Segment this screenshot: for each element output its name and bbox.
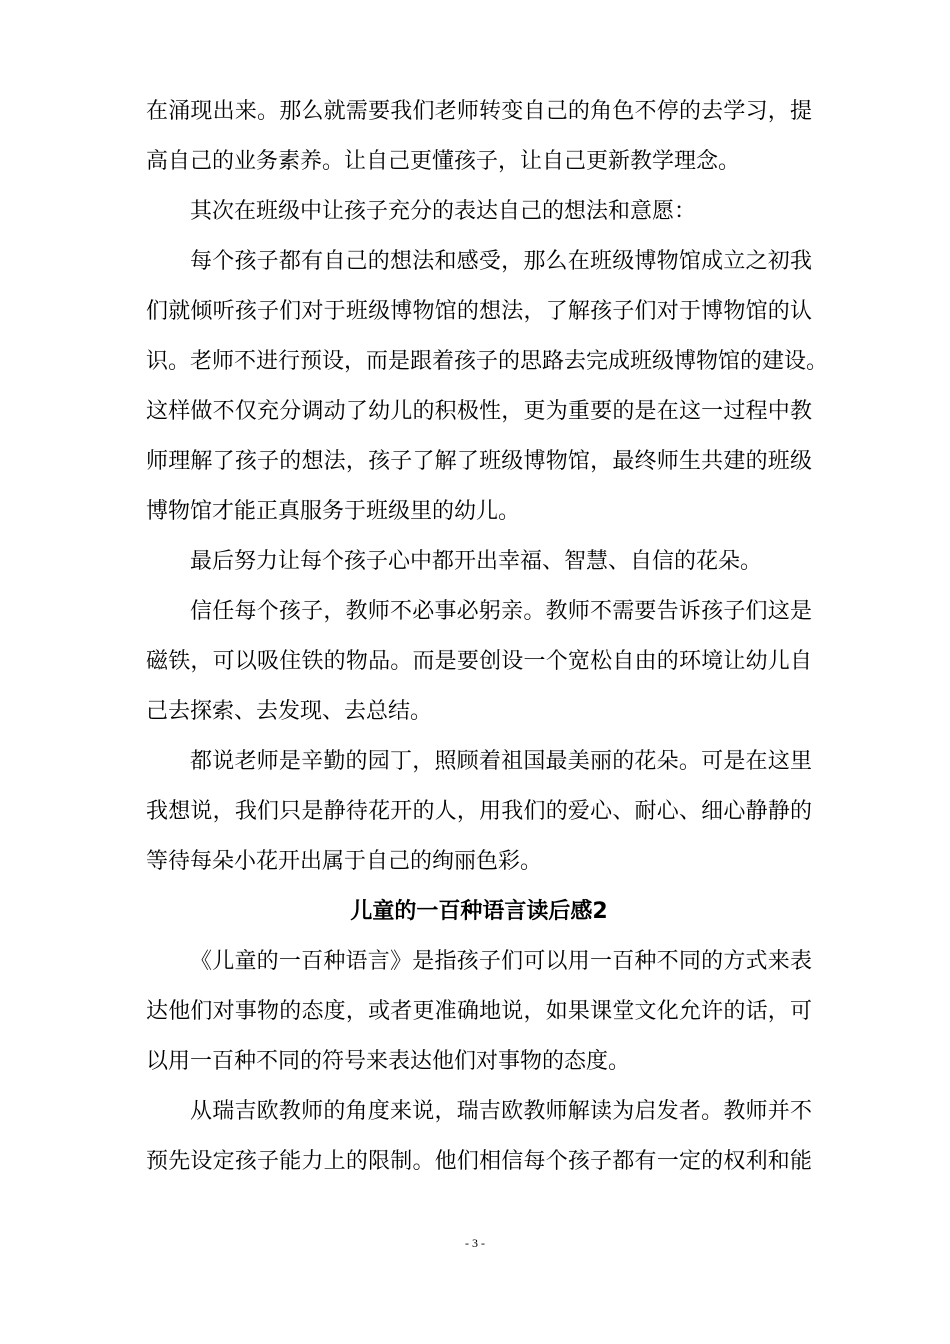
paragraph: [146, 546, 812, 596]
text-line: 这样做不仅充分调动了幼儿的积极性，更为重要的是在这一过程中教: [146, 399, 812, 424]
text-line: 都说老师是辛勤的园丁，照顾着祖国最美丽的花朵。可是在这里: [190, 749, 812, 774]
text-line: 在涌现出来。那么就需要我们老师转变自己的角色不停的去学习，提: [146, 99, 812, 124]
text-line: 每个孩子都有自己的想法和感受，那么在班级博物馆成立之初我: [190, 249, 812, 274]
document-body: [146, 96, 829, 1196]
text-line: 等待每朵小花开出属于自己的绚丽色彩。: [146, 849, 543, 874]
page-number: - 3 -: [465, 1236, 485, 1250]
paragraph: [146, 1096, 812, 1196]
text-line: 《儿童的一百种语言》是指孩子们可以用一百种不同的方式来表: [190, 949, 812, 974]
paragraph: [146, 196, 812, 246]
paragraph: [146, 246, 829, 546]
text-line: 达他们对事物的态度，或者更准确地说，如果课堂文化允许的话，可: [146, 999, 812, 1024]
paragraph: [146, 946, 812, 1096]
text-line: 预先设定孩子能力上的限制。他们相信每个孩子都有一定的权利和能: [146, 1149, 812, 1174]
text-line: 磁铁，可以吸住铁的物品。而是要创设一个宽松自由的环境让幼儿自: [146, 649, 812, 674]
paragraph: [146, 596, 812, 746]
text-line: 己去探索、去发现、去总结。: [146, 699, 433, 724]
paragraph: [146, 96, 812, 196]
text-line: 其次在班级中让孩子充分的表达自己的想法和意愿：: [190, 199, 697, 224]
text-line: 博物馆才能正真服务于班级里的幼儿。: [146, 499, 521, 524]
text-line: 我想说，我们只是静待花开的人，用我们的爱心、耐心、细心静静的: [146, 799, 812, 824]
text-line: 识。老师不进行预设，而是跟着孩子的思路去完成班级博物馆的建设。: [146, 349, 829, 374]
text-line: 以用一百种不同的符号来表达他们对事物的态度。: [146, 1049, 631, 1074]
paragraph: [146, 746, 812, 896]
text-line: 最后努力让每个孩子心中都开出幸福、智慧、自信的花朵。: [190, 549, 763, 574]
text-line: 从瑞吉欧教师的角度来说，瑞吉欧教师解读为启发者。教师并不: [190, 1099, 812, 1124]
text-line: 师理解了孩子的想法，孩子了解了班级博物馆，最终师生共建的班级: [146, 449, 812, 474]
text-line: 信任每个孩子，教师不必事必躬亲。教师不需要告诉孩子们这是: [190, 599, 812, 624]
text-line: 高自己的业务素养。让自己更懂孩子，让自己更新教学理念。: [146, 149, 741, 174]
text-line: 们就倾听孩子们对于班级博物馆的想法，了解孩子们对于博物馆的认: [146, 299, 812, 324]
section-heading: 儿童的一百种语言读后感2: [350, 899, 608, 924]
